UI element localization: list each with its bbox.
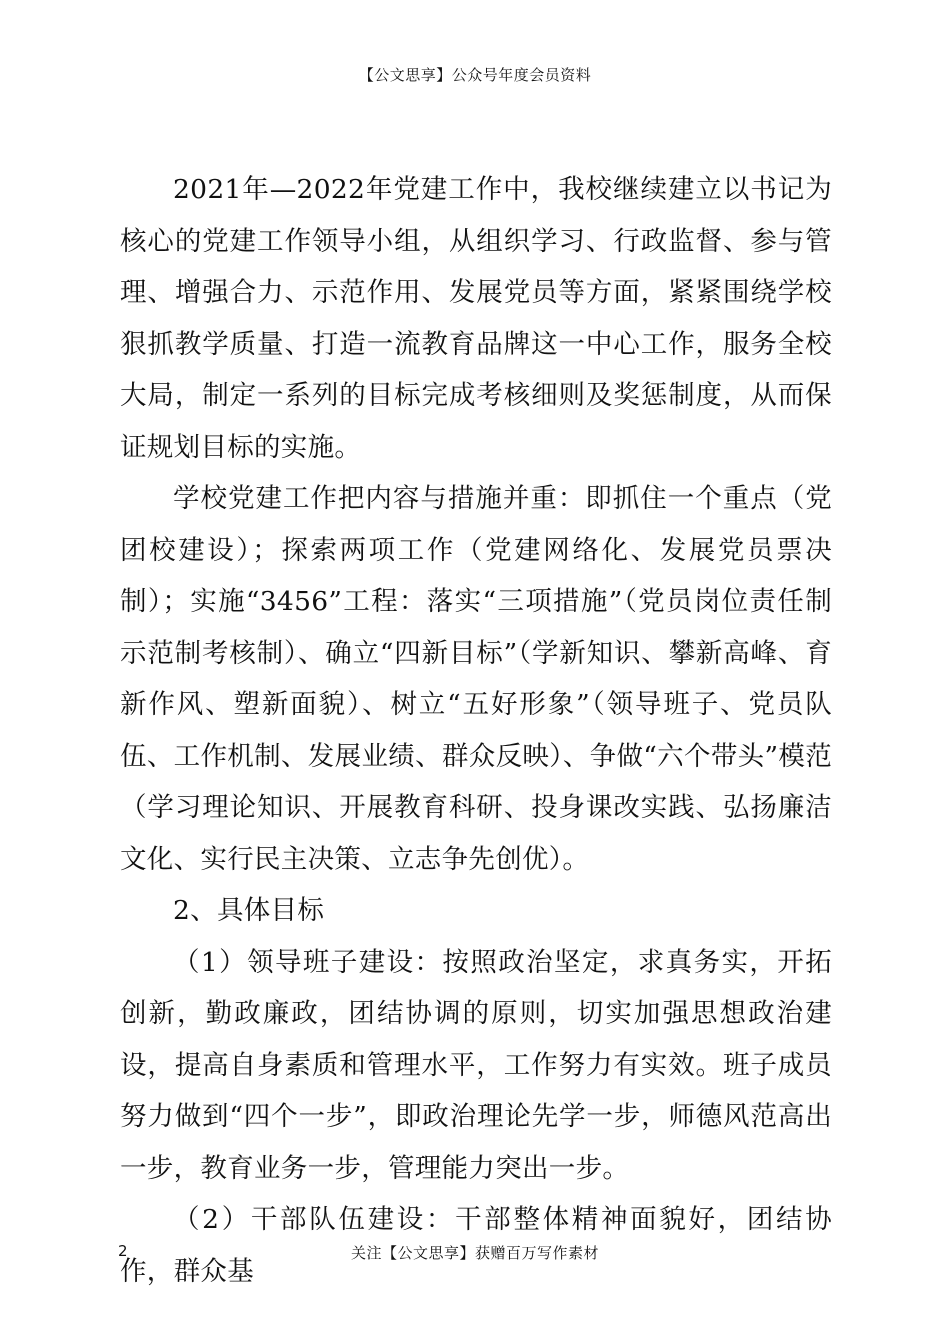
page-footer <box>0 1242 950 1264</box>
page-header: 【公文思享】公众号年度会员资料 <box>358 66 592 84</box>
document-body <box>120 164 832 1297</box>
paragraph-intro: 2021年—2022年党建工作中，我校继续建立以书记为核心的党建工作领导小组，从组织学习、行政监督、参与管理、增强合力、示范作用、发展党员等方面，紧紧围绕学校狠抓教学质量、打造一流教育品牌这一中心工作，服务全校大局，制定一系列的目标完成考核细则及奖惩制度，从而保证规划目标的实施。 <box>120 174 832 463</box>
page-number: 2 <box>118 1242 128 1260</box>
footer-text: 关注【公文思享】获赠百万写作素材 <box>350 1244 599 1262</box>
paragraph-cadre-building: （2）干部队伍建设：干部整体精神面貌好，团结协作，群众基 <box>120 1204 832 1287</box>
paragraph-measures: 学校党建工作把内容与措施并重：即抓住一个重点（党团校建设）；探索两项工作（党建网络化、发展党员票决制）；实施“3456”工程：落实“三项措施”（党员岗位责任制示范制考核制）、确立“四新目标”（学新知识、攀新高峰、育新作风、塑新面貌）、树立“五好形象”（领导班子、党员队伍、工作机制、发展业绩、群众反映）、争做“六个带头”模范（学习理论知识、开展教育科研、投身课改实践、弘扬廉洁文化、实行民主决策、立志争先创优）。 <box>120 483 832 875</box>
paragraph-leadership-building: （1）领导班子建设：按照政治坚定，求真务实，开拓创新，勤政廉政，团结协调的原则，切实加强思想政治建设，提高自身素质和管理水平，工作努力有实效。班子成员努力做到“四个一步”，即政治理论先学一步，师德风范高出一步，教育业务一步，管理能力突出一步。 <box>120 946 832 1184</box>
section-heading-specific-goals: 2、具体目标 <box>173 895 325 926</box>
